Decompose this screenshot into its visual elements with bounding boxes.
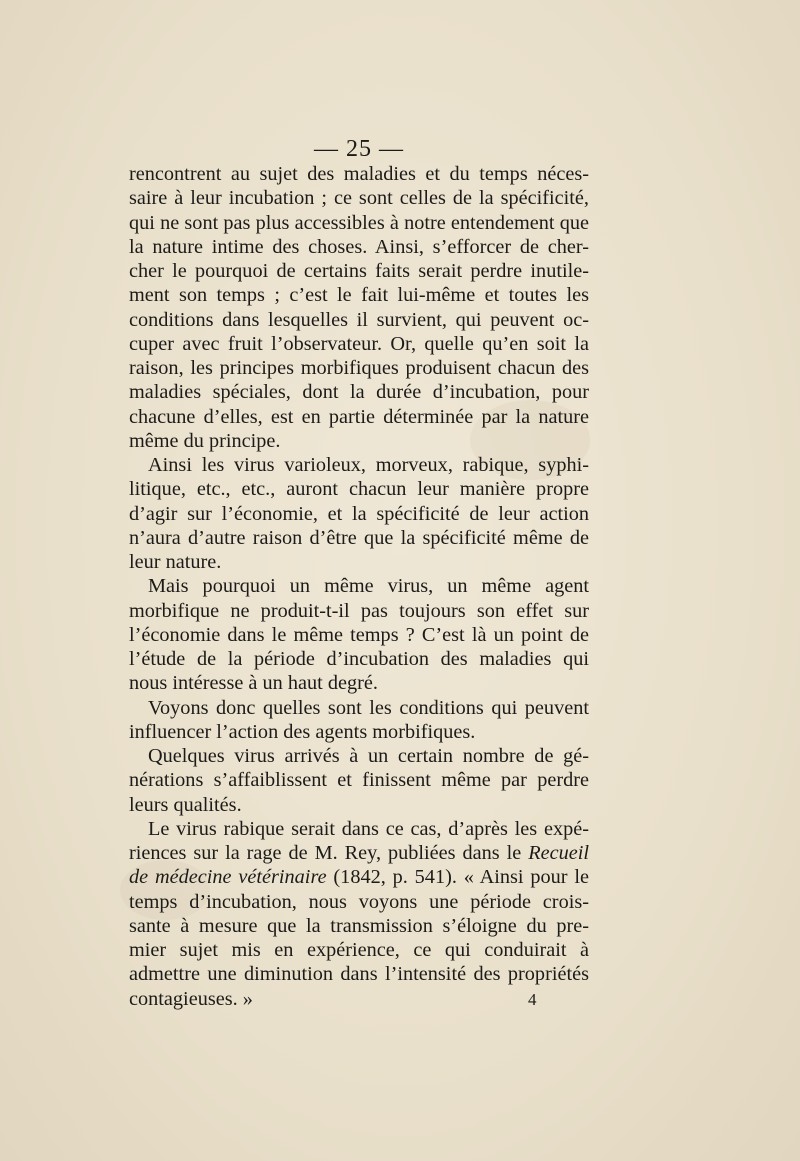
text-line: même du principe. [129,429,281,452]
text-line: riences sur la rage de M. Rey, publiées dans le Recueil [129,842,589,864]
text-line: leurs qualités. [129,793,242,816]
text-line: Le virus rabique serait dans ce cas, d’après les expé- [148,817,589,840]
text-line: saire à leur incubation ; ce sont celles de la spécificité, [129,187,589,210]
text-line: contagieuses. » [129,987,253,1010]
text-line: qui ne sont pas plus accessibles à notre entendement que [129,211,589,234]
text-line: d’agir sur l’économie, et la spécificité de leur action [129,502,589,525]
text-line: Quelques virus arrivés à un certain nombre de gé- [148,745,589,767]
text-line: raison, les principes morbifiques produisent chacun des [129,357,589,379]
text-line: litique, etc., etc., auront chacun leur manière propre [129,478,589,501]
text-line: leur nature. [129,551,222,573]
text-line: temps d’incubation, nous voyons une période crois- [129,890,589,913]
text-line: cuper avec fruit l’observateur. Or, quelle qu’en soit la [129,332,589,355]
italic-title: de médecine vétérinaire [129,866,327,889]
text-line: Ainsi les virus varioleux, morveux, rabique, syphi- [148,454,589,476]
text-line: ment son temps ; c’est le fait lui-même et toutes les [129,284,589,307]
text-line: l’économie dans le même temps ? C’est là un point de [129,623,589,646]
text-line: influencer l’action des agents morbifiques. [129,720,476,743]
text-line: sante à mesure que la transmission s’éloigne du pre- [129,914,589,937]
text-line: morbifique ne produit-t-il pas toujours son effet sur [129,599,589,622]
text-line: Mais pourquoi un même virus, un même agent [148,575,589,598]
text-line: chacune d’elles, est en partie déterminée par la nature [129,405,589,428]
page-number: — 25 — [314,136,404,162]
signature-mark: 4 [528,990,537,1009]
text-line: rencontrent au sujet des maladies et du temps néces- [129,163,589,185]
text-line: mier sujet mis en expérience, ce qui conduirait à [129,939,589,961]
text-line: nérations s’affaiblissent et finissent même par perdre [129,769,589,792]
text-line: nous intéresse à un haut degré. [129,672,378,695]
text-line: conditions dans lesquelles il survient, qui peuvent oc- [129,308,589,331]
text-line: maladies spéciales, dont la durée d’incubation, pour [129,381,589,404]
text-line: de médecine vétérinaire (1842, p. 541). « Ainsi pour le [129,866,589,889]
text-line: cher le pourquoi de certains faits serait perdre inutile- [129,260,589,282]
text-line: l’étude de la période d’incubation des maladies qui [129,648,589,670]
text-line: la nature intime des choses. Ainsi, s’efforcer de cher- [129,235,589,258]
italic-title: Recueil [528,842,589,864]
text-line: Voyons donc quelles sont les conditions qui peuvent [148,696,589,719]
text-line: n’aura d’autre raison d’être que la spécificité même de [129,526,589,549]
body-text [129,162,589,1011]
text-line: admettre une diminution dans l’intensité des propriétés [129,963,589,986]
